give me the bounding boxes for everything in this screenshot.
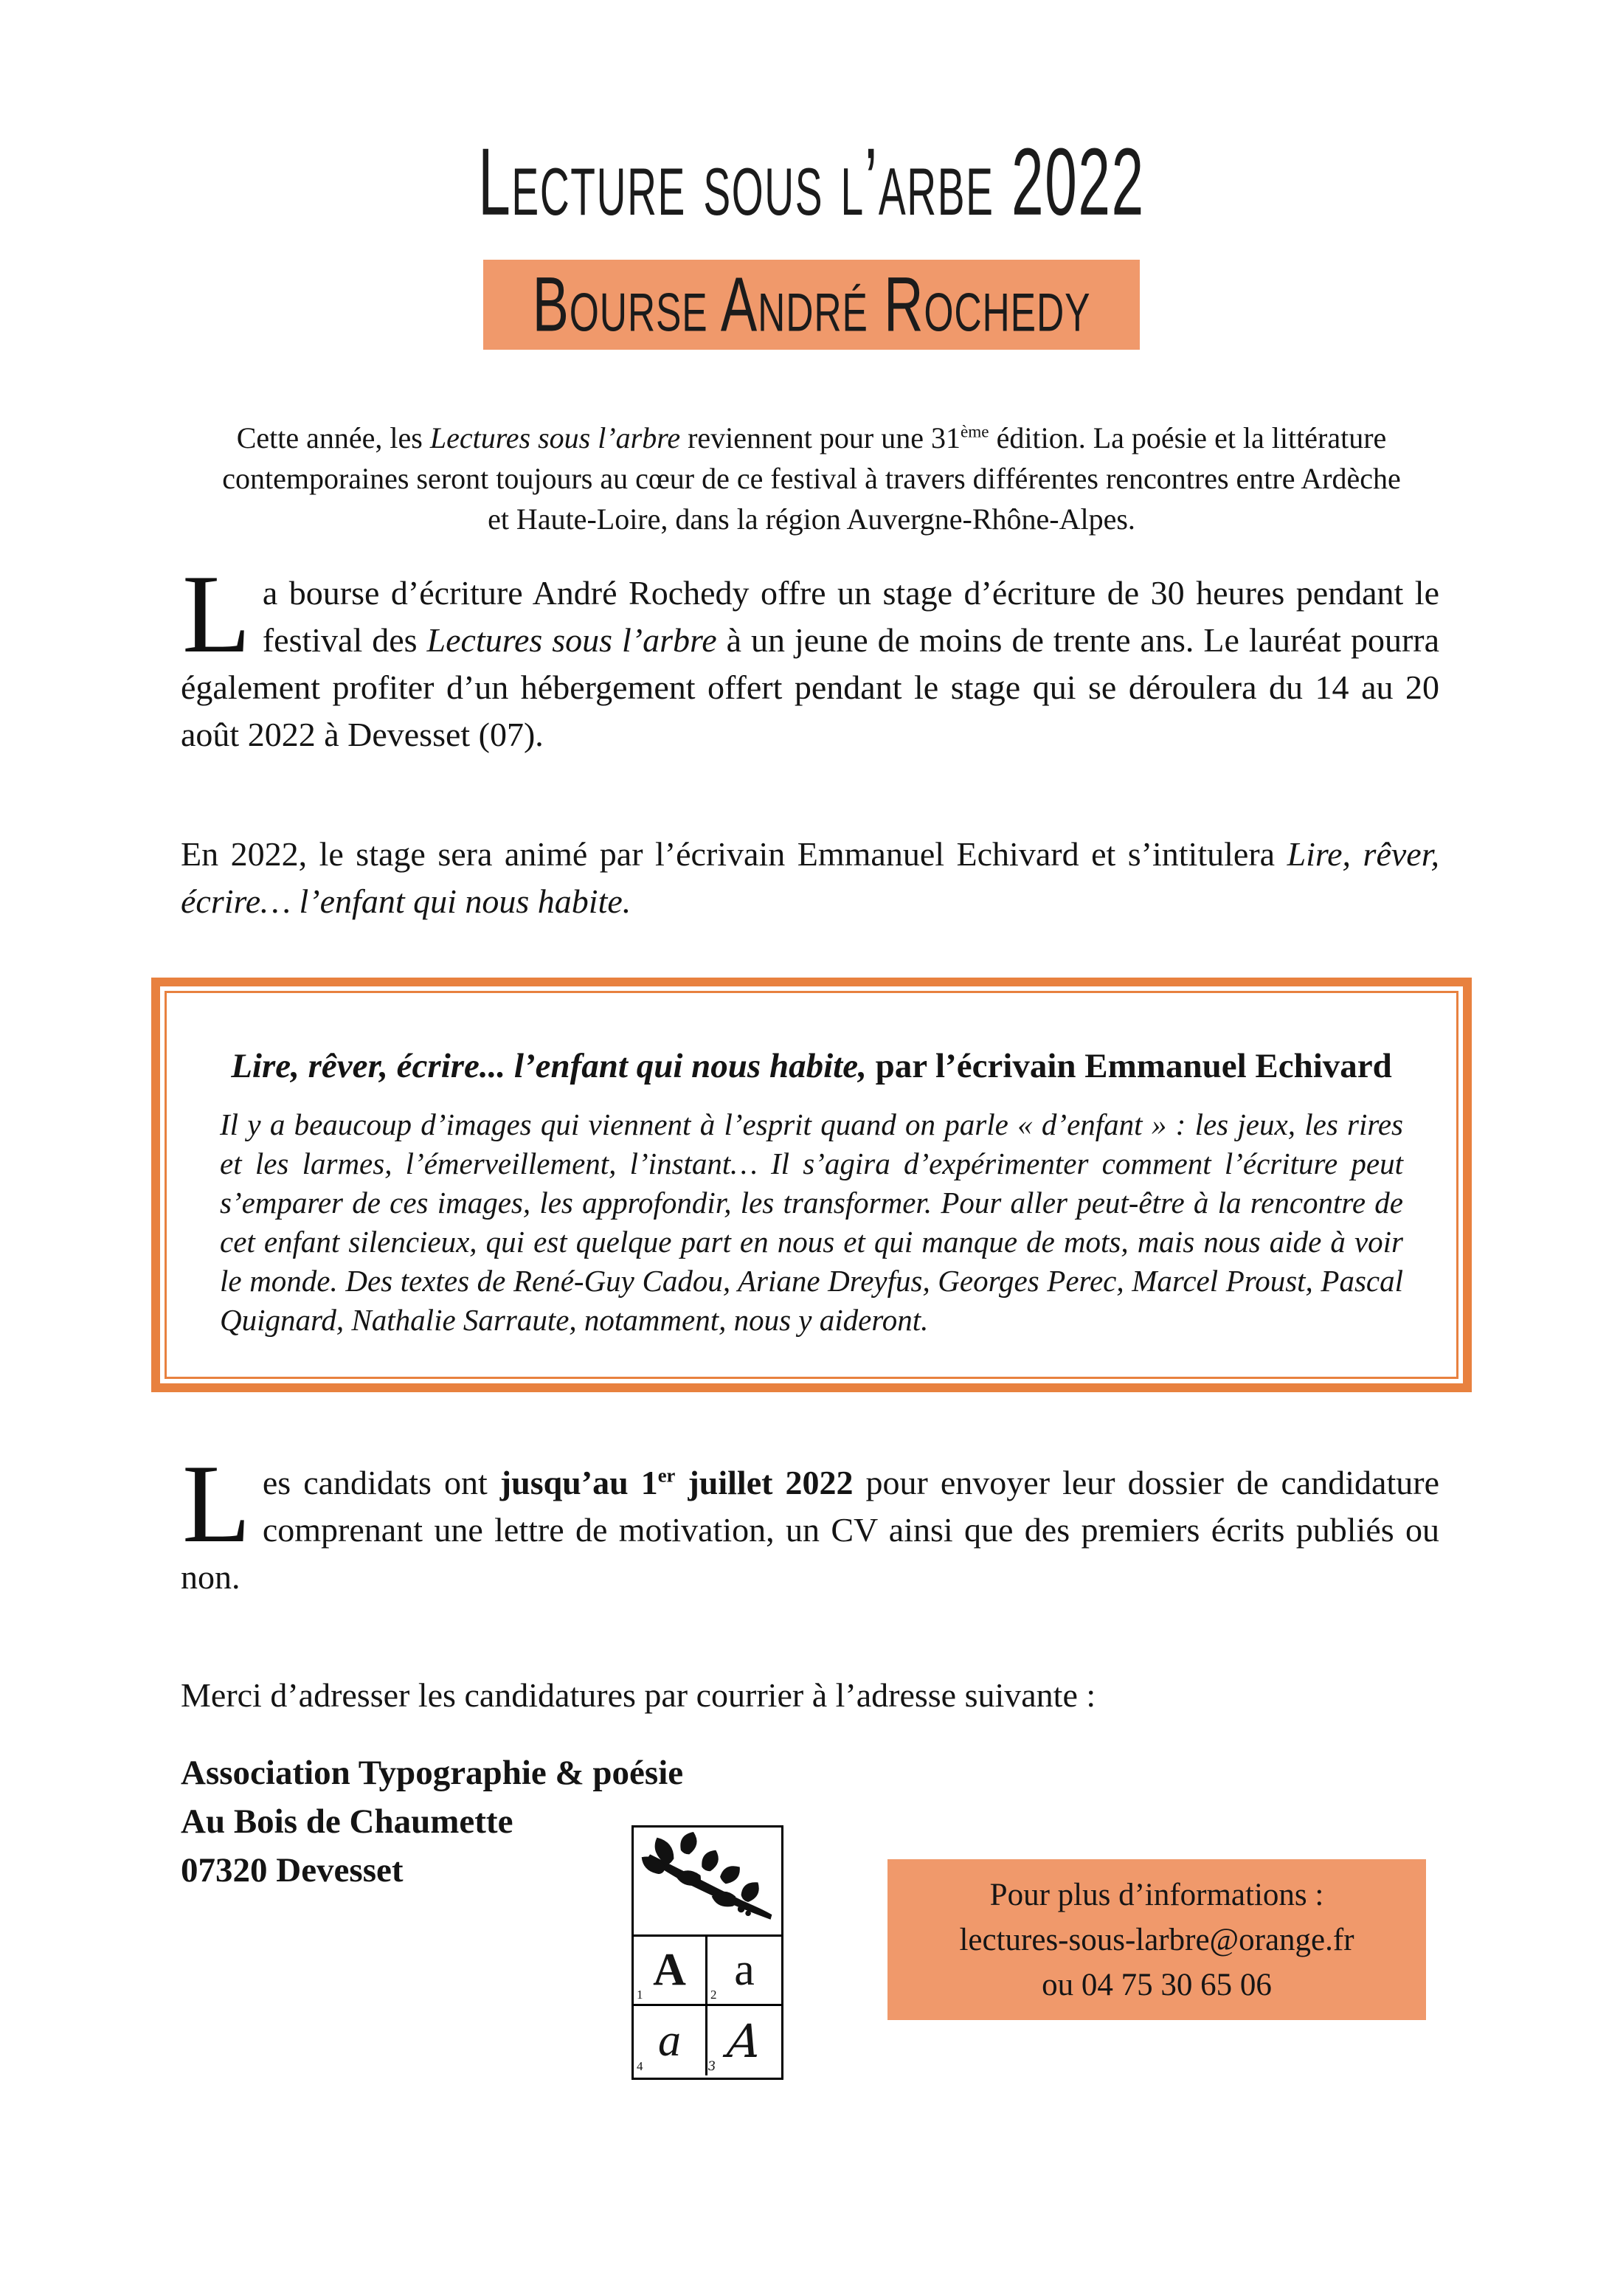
logo-cell-number: 3	[707, 2059, 717, 2074]
address-block	[181, 1749, 683, 1895]
p1-part1: a bourse d’écriture André Rochedy offre un stage d’écriture de 30 heures pendant le festival des	[262, 574, 1439, 659]
logo-cell-number: 1	[637, 1988, 643, 2002]
paragraph-adresse: Merci d’adresser les candidatures par courrier à l’adresse suivante :	[181, 1676, 1096, 1714]
intro-rest: édition. La poésie et la littérature contemporaines seront toujours au cœur de ce festival à travers différentes rencontres entre Ardèche et Haute-Loire, dans la région Auvergne-Rhône-Alpes.	[222, 421, 1401, 536]
page-title: Lecture sous l’arbe 2022	[478, 128, 1145, 235]
box-heading-rest: par l’écrivain Emmanuel Echivard	[866, 1047, 1392, 1085]
branch-illustration	[634, 1828, 781, 1937]
branch-icon	[637, 1830, 778, 1932]
logo-cell-roman-a	[707, 1937, 781, 2006]
contact-phone: ou 04 75 30 65 06	[1042, 1967, 1272, 2002]
paragraph-candidats	[181, 1442, 1439, 1601]
festival-name-italic: Lectures sous l’arbre	[429, 421, 681, 454]
deadline-bold-2: juillet 2022	[675, 1464, 854, 1501]
festival-name-italic: Lectures sous l’arbre	[426, 621, 717, 659]
p2-part1: En 2022, le stage sera animé par l’écrivain Emmanuel Echivard et s’intitulera	[181, 835, 1287, 873]
banner-title: Bourse André Rochedy	[532, 260, 1091, 347]
box-body: Il y a beaucoup d’images qui viennent à l’esprit quand on parle « d’enfant » : les jeux, les rires et les larmes, l’émerveillement, l’instant… Il s’agira d’expérimenter comment l’écriture peut s’emparer de ces images, les approfondir, les transformer. Pour aller peut-être à la rencontre de cet enfant silencieux, qui est quelque part en nous et qui manque de mots, mais nous aide à voir le monde. Des textes de René-Guy Cadou, Ariane Dreyfus, Georges Perec, Marcel Proust, Pascal Quignard, Nathalie Sarraute, notamment, nous y aideront.	[220, 1107, 1403, 1337]
stage-description-box-inner	[165, 991, 1458, 1379]
intro-mid: reviennent pour une 31	[680, 421, 961, 454]
banner-box	[483, 260, 1140, 350]
stage-description-box	[151, 978, 1472, 1392]
paragraph-stage-2022	[181, 831, 1439, 925]
intro-paragraph	[221, 418, 1402, 539]
logo-letter-capital-a: A	[653, 1945, 686, 1995]
logo-cell-italic-a	[634, 2006, 707, 2075]
logo-cell-number: 4	[637, 2059, 643, 2073]
logo-letter-roman-a: a	[734, 1945, 755, 1995]
p3-part1: es candidats ont	[262, 1464, 500, 1501]
drop-cap-l: L	[182, 552, 251, 676]
address-line-street: Au Bois de Chaumette	[181, 1802, 513, 1841]
logo-letter-italic-a: a	[658, 2015, 681, 2066]
drop-cap-l: L	[182, 1442, 251, 1566]
logo-cell-number: 2	[710, 1988, 717, 2002]
address-line-city: 07320 Devesset	[181, 1851, 404, 1889]
contact-info-label: Pour plus d’informations :	[989, 1877, 1324, 1912]
address-line-association: Association Typographie & poésie	[181, 1754, 684, 1792]
logo-letter-script-a: A	[724, 2013, 764, 2068]
contact-info-box	[887, 1859, 1426, 2020]
logo-letter-grid	[634, 1937, 781, 2075]
logo-cell-capital-a	[634, 1937, 707, 2006]
intro-lead: Cette année, les	[236, 421, 430, 454]
paragraph-bourse	[181, 552, 1440, 758]
logo-cell-script-a	[704, 2006, 785, 2075]
deadline-bold: jusqu’au 1	[499, 1464, 658, 1501]
workshop-title-italic: Lire, rêver, écrire… l’enfant qui nous habite.	[181, 835, 1439, 920]
typographie-logo	[631, 1825, 783, 2080]
contact-email: lectures-sous-larbre@orange.fr	[959, 1922, 1354, 1957]
edition-ordinal-sup: ème	[960, 422, 989, 442]
p3-part2: pour envoyer leur dossier de candidature comprenant une lettre de motivation, un CV ainsi que des premiers écrits publiés ou non.	[181, 1464, 1439, 1596]
deadline-ordinal-sup: er	[657, 1464, 676, 1487]
p1-part2: à un jeune de moins de trente ans. Le lauréat pourra également profiter d’un hébergement offert pendant le stage qui se déroulera du 14 au 20 août 2022 à Devesset (07).	[181, 621, 1440, 753]
box-heading-italic: Lire, rêver, écrire... l’enfant qui nous habite,	[231, 1047, 867, 1085]
box-heading	[196, 1046, 1427, 1086]
